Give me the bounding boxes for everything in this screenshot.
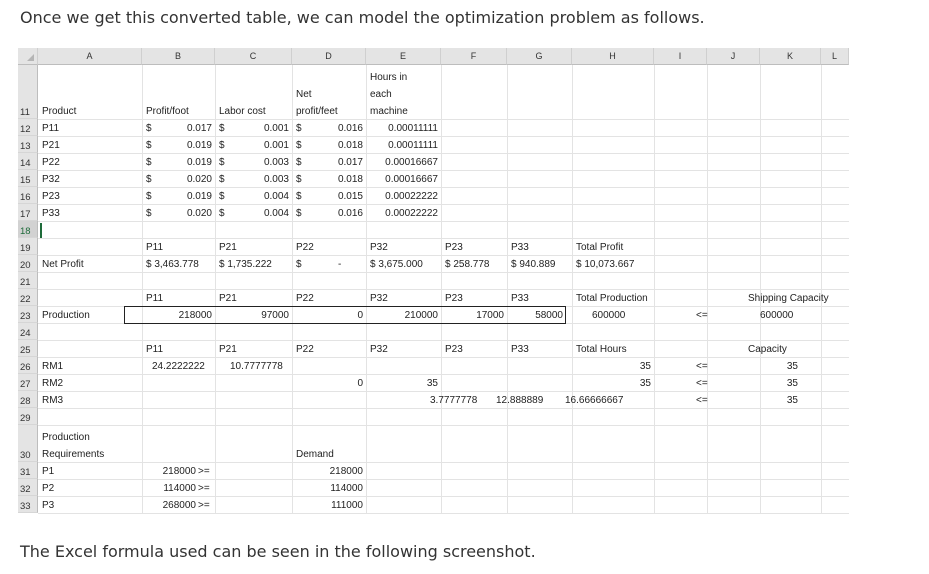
net-profit-amount: $ 258.778 [445,259,490,270]
gridline [38,425,849,426]
gridline [38,357,849,358]
gridline [38,204,849,205]
total-production-label: Total Production [576,293,648,304]
currency-symbol: $ [146,123,152,134]
labor-cost-value: 0.003 [263,157,289,168]
column-header-f[interactable]: F [441,48,507,65]
hours-value: 0.00022222 [385,191,438,202]
profit-per-foot-value: 0.019 [186,191,212,202]
machine-hours-value: 24.2222222 [152,361,205,372]
greater-equal-operator: >= [198,483,210,494]
labor-cost-value: 0.003 [263,174,289,185]
hours-product-header: P21 [219,344,237,355]
currency-symbol: $ [296,140,302,151]
production-label: Production [42,310,90,321]
production-product-header: P32 [370,293,388,304]
row-header-22[interactable]: 22 [18,289,38,306]
profit-per-foot-value: 0.019 [186,140,212,151]
column-header-a[interactable]: A [38,48,142,65]
currency-symbol: $ [219,174,225,185]
row-header-13[interactable]: 13 [18,136,38,153]
hours-product-header: P23 [445,344,463,355]
gridline [38,119,849,120]
gridline [38,340,849,341]
production-product-header: P11 [146,293,164,304]
shipping-capacity-value: 600000 [760,310,794,321]
less-equal-operator: <= [696,361,708,372]
outro-text: The Excel formula used can be seen in the following screenshot. [20,542,536,561]
row-header-28[interactable]: 28 [18,391,38,408]
header-hours-line3: machine [370,106,408,117]
column-header-d[interactable]: D [292,48,366,65]
profit-per-foot-value: 0.017 [186,123,212,134]
column-header-e[interactable]: E [366,48,441,65]
profit-product-header: P11 [146,242,164,253]
production-product-header: P22 [296,293,314,304]
less-equal-operator: <= [696,378,708,389]
header-hours-line2: each [370,89,392,100]
less-equal-operator: <= [696,395,708,406]
capacity-label: Capacity [748,344,787,355]
production-value[interactable]: 17000 [476,310,504,321]
total-hours-value: 35 [639,361,651,372]
profit-per-foot-value: 0.020 [186,174,212,185]
product-name: P21 [42,140,60,151]
requirement-production-value: 218000 [162,466,196,477]
currency-symbol: $ [146,157,152,168]
currency-symbol: $ [219,123,225,134]
column-header-b[interactable]: B [142,48,215,65]
machine-hours-value: 10.7777778 [230,361,283,372]
row-header-11[interactable]: 11 [18,65,38,119]
row-header-31[interactable]: 31 [18,462,38,479]
gridline [38,496,849,497]
gridline [38,255,849,256]
row-header-24[interactable]: 24 [18,323,38,340]
row-header-19[interactable]: 19 [18,238,38,255]
net-profit-amount: $ 1,735.222 [219,259,272,270]
labor-cost-value: 0.004 [263,208,289,219]
total-hours-value: 35 [639,378,651,389]
production-product-header: P23 [445,293,463,304]
gridline [38,238,849,239]
production-value[interactable]: 58000 [535,310,563,321]
currency-symbol: $ [296,157,302,168]
demand-label: Demand [296,449,334,460]
header-net-line2: profit/feet [296,106,338,117]
net-profit-value: 0.016 [337,123,363,134]
product-name: P22 [42,157,60,168]
currency-symbol: $ [296,123,302,134]
capacity-value: 35 [786,361,798,372]
product-name: P23 [42,191,60,202]
product-name: P11 [42,123,60,134]
demand-value: 111000 [331,500,363,511]
greater-equal-operator: >= [198,500,210,511]
total-hours-label: Total Hours [576,344,627,355]
gridline [38,187,849,188]
hours-value: 0.00011111 [388,123,438,134]
column-header-j[interactable]: J [707,48,760,65]
requirement-product-label: P2 [42,483,55,494]
gridline [38,408,849,409]
column-header-c[interactable]: C [215,48,292,65]
gridline [38,462,849,463]
currency-symbol: $ [219,208,225,219]
currency-symbol: $ [296,208,302,219]
labor-cost-value: 0.001 [263,140,289,151]
profit-per-foot-value: 0.019 [186,157,212,168]
currency-symbol: $ [219,140,225,151]
net-profit-value: 0.017 [337,157,363,168]
currency-symbol: $ [146,191,152,202]
row-header-14[interactable]: 14 [18,153,38,170]
column-header-i[interactable]: I [654,48,707,65]
machine-label: RM3 [42,395,64,406]
net-profit-amount: $ 940.889 [511,259,556,270]
requirement-production-value: 114000 [163,483,196,494]
currency-symbol: $ [219,191,225,202]
machine-hours-value: 35 [426,378,438,389]
production-value[interactable]: 97000 [261,310,289,321]
machine-label: RM1 [42,361,64,372]
net-profit-amount: $ 3,463.778 [146,259,199,270]
gridline [38,221,849,222]
net-profit-value: 0.018 [337,140,363,151]
intro-text: Once we get this converted table, we can model the optimization problem as follows. [20,8,705,27]
currency-symbol: $ [219,157,225,168]
total-profit-label: Total Profit [576,242,624,253]
header-hours-line1: Hours in [370,72,408,83]
capacity-value: 35 [786,395,798,406]
demand-value: 218000 [329,466,363,477]
header-profit-per-foot: Profit/foot [146,106,189,117]
row-header-32[interactable]: 32 [18,479,38,496]
net-profit-amount: $ 3,675.000 [370,259,423,270]
production-value[interactable]: 218000 [178,310,212,321]
gridline [38,479,849,480]
row-header-33[interactable]: 33 [18,496,38,513]
hours-value: 0.00016667 [385,157,438,168]
column-header-g[interactable]: G [507,48,572,65]
requirement-production-value: 268000 [162,500,196,511]
gridline [38,272,849,273]
profit-product-header: P21 [219,242,237,253]
profit-per-foot-value: 0.020 [186,208,212,219]
gridline [38,136,849,137]
demand-value: 114000 [330,483,363,494]
gridline [38,374,849,375]
row-header-12[interactable]: 12 [18,119,38,136]
net-profit-value: 0.015 [337,191,363,202]
row-header-26[interactable]: 26 [18,357,38,374]
net-profit-amount: $ [296,259,302,270]
product-name: P32 [42,174,60,185]
select-all-corner[interactable] [18,48,38,65]
total-production-value: 600000 [592,310,626,321]
net-profit-value: 0.016 [337,208,363,219]
row-header-25[interactable]: 25 [18,340,38,357]
production-value[interactable]: 210000 [404,310,438,321]
profit-product-header: P33 [511,242,529,253]
row-header-27[interactable]: 27 [18,374,38,391]
total-hours-value: 16.66666667 [565,395,624,406]
header-product: Product [42,106,77,117]
production-product-header: P33 [511,293,529,304]
requirement-product-label: P3 [42,500,55,511]
production-product-header: P21 [219,293,237,304]
row-header-16[interactable]: 16 [18,187,38,204]
column-header-l[interactable]: L [821,48,849,65]
row-header-17[interactable]: 17 [18,204,38,221]
header-labor-cost: Labor cost [219,106,266,117]
requirements-label-line2: Requirements [42,449,105,460]
hours-value: 0.00022222 [385,208,438,219]
requirement-product-label: P1 [42,466,55,477]
currency-symbol: $ [146,208,152,219]
currency-symbol: $ [146,174,152,185]
hours-value: 0.00016667 [385,174,438,185]
hours-product-header: P22 [296,344,314,355]
machine-hours-value: 12.888889 [496,395,544,406]
active-cell-cursor[interactable] [40,223,42,238]
labor-cost-value: 0.001 [263,123,289,134]
capacity-value: 35 [786,378,798,389]
row-header-18[interactable]: 18 [18,221,38,238]
hours-product-header: P33 [511,344,529,355]
hours-product-header: P32 [370,344,388,355]
machine-label: RM2 [42,378,64,389]
greater-equal-operator: >= [198,466,210,477]
gridline [38,391,849,392]
requirements-label-line1: Production [42,432,90,443]
labor-cost-value: 0.004 [263,191,289,202]
row-header-29[interactable]: 29 [18,408,38,425]
less-equal-operator: <= [696,310,708,321]
row-header-15[interactable]: 15 [18,170,38,187]
profit-product-header: P32 [370,242,388,253]
header-net-line1: Net [296,89,312,100]
profit-product-header: P22 [296,242,314,253]
net-profit-value: 0.018 [337,174,363,185]
production-value[interactable]: 0 [357,310,363,321]
row-header-23[interactable]: 23 [18,306,38,323]
gridline [38,153,849,154]
gridline [38,170,849,171]
spreadsheet-screenshot [18,48,849,519]
row-header-21[interactable]: 21 [18,272,38,289]
machine-hours-value: 0 [357,378,363,389]
profit-product-header: P23 [445,242,463,253]
currency-symbol: $ [296,174,302,185]
net-profit-label: Net Profit [42,259,84,270]
row-header-20[interactable]: 20 [18,255,38,272]
product-name: P33 [42,208,60,219]
shipping-capacity-label: Shipping Capacity [748,293,829,304]
row-header-30[interactable]: 30 [18,425,38,462]
column-header-h[interactable]: H [572,48,654,65]
hours-value: 0.00011111 [388,140,438,151]
machine-hours-value: 3.7777778 [430,395,478,406]
currency-symbol: $ [296,191,302,202]
total-profit-value: $ 10,073.667 [576,259,635,270]
gridline [38,289,849,290]
net-profit-dash: - [338,259,342,270]
currency-symbol: $ [146,140,152,151]
gridline [38,513,849,514]
hours-product-header: P11 [146,344,164,355]
column-header-k[interactable]: K [760,48,821,65]
